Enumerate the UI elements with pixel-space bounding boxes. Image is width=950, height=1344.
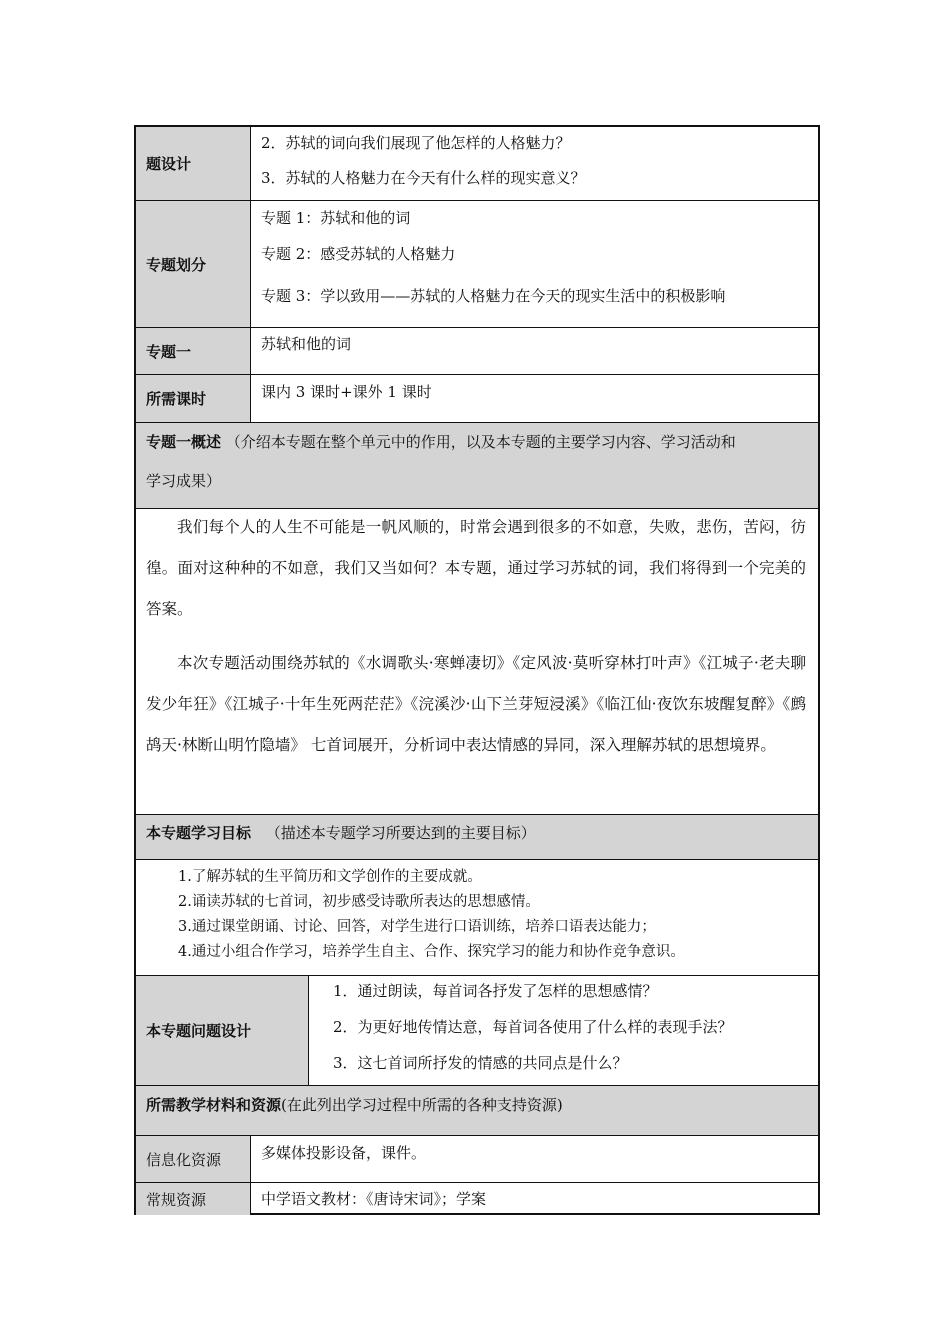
overview-paragraph-1: 我们每个人的人生不可能是一帆风顺的，时常会遇到很多的不如意，失败，悲伤，苦闷，彷徨。面对这种种的不如意，我们又当如何？本专题，通过学习苏轼的词，我们将得到一个完美的答案。 [146, 518, 806, 618]
row-overview-header [136, 423, 818, 509]
row-goals [136, 860, 818, 976]
overview-paragraph-2: 本次专题活动围绕苏轼的《水调歌头·寒蝉凄切》《定风波·莫听穿林打叶声》《江城子·老夫聊发少年狂》《江城子·十年生死两茫茫》《浣溪沙·山下兰芽短浸溪》《临江仙·夜饮东坡醒复醉》《鹧鸪天·林断山明竹隐墙》 七首词展开，分析词中表达情感的异同，深入理解苏轼的思想境界。 [146, 654, 806, 754]
value-info-resources [251, 1136, 818, 1182]
goals-list [136, 860, 818, 975]
goal-item: 2.诵读苏轼的七首词，初步感受诗歌所表达的思想感情。 [178, 894, 540, 910]
value-questions [309, 976, 818, 1085]
goal-item: 3.通过课堂朗诵、讨论、回答，对学生进行口语训练，培养口语表达能力； [178, 919, 656, 935]
hours-text: 课内 3 课时+课外 1 课时 [261, 383, 432, 401]
goals-desc: （描述本专题学习所要达到的主要目标） [265, 824, 536, 842]
question-item: 2．为更好地传情达意，每首词各使用了什么样的表现手法？ [333, 1018, 733, 1036]
overview-title: 专题一概述 [146, 433, 222, 451]
regular-resources-text: 中学语文教材：《唐诗宋词》；学案 [261, 1190, 487, 1208]
topic-one-text: 苏轼和他的词 [261, 335, 352, 353]
value-topic-one [251, 328, 818, 374]
resources-header [136, 1086, 818, 1135]
row-goals-header [136, 815, 818, 860]
goals-title: 本专题学习目标 [146, 824, 252, 842]
row-question-design [136, 976, 818, 1086]
resources-title: 所需教学材料和资源 [146, 1096, 282, 1114]
goal-item: 1.了解苏轼的生平简历和文学创作的主要成就。 [178, 869, 482, 885]
value-regular-resources [251, 1183, 818, 1215]
row-info-resources [136, 1136, 818, 1183]
label-question-design: 题设计 [136, 127, 251, 200]
label-regular-resources: 常规资源 [136, 1183, 251, 1215]
label-question-design-main: 本专题问题设计 [136, 976, 309, 1085]
question-item: 3．这七首词所抒发的情感的共同点是什么？ [333, 1054, 628, 1072]
question-line: 3．苏轼的人格魅力在今天有什么样的现实意义？ [261, 169, 586, 187]
question-line: 2．苏轼的词向我们展现了他怎样的人格魅力？ [261, 134, 571, 152]
overview-desc: （介绍本专题在整个单元中的作用，以及本专题的主要学习内容、学习活动和 [225, 433, 736, 451]
topic-line: 专题 3：学以致用——苏轼的人格魅力在今天的现实生活中的积极影响 [261, 287, 726, 305]
topic-line: 专题 2：感受苏轼的人格魅力 [261, 245, 456, 263]
overview-body [136, 509, 818, 814]
label-hours: 所需课时 [136, 375, 251, 422]
row-resources-header [136, 1086, 818, 1136]
value-topic-division [251, 201, 818, 327]
info-resources-text: 多媒体投影设备，课件。 [261, 1144, 427, 1162]
label-info-resources: 信息化资源 [136, 1136, 251, 1182]
label-topic-one: 专题一 [136, 328, 251, 374]
row-topic-one [136, 328, 818, 375]
overview-header [136, 423, 818, 508]
row-topic-division [136, 201, 818, 328]
goal-item: 4.通过小组合作学习，培养学生自主、合作、探究学习的能力和协作竞争意识。 [178, 944, 685, 960]
label-topic-division: 专题划分 [136, 201, 251, 327]
goals-header [136, 815, 818, 859]
resources-desc: (在此列出学习过程中所需的各种支持资源) [281, 1096, 563, 1114]
topic-line: 专题 1：苏轼和他的词 [261, 209, 411, 227]
row-regular-resources [136, 1183, 818, 1215]
question-item: 1．通过朗读，每首词各抒发了怎样的思想感情？ [333, 982, 658, 1000]
row-question-design-top [136, 127, 818, 201]
row-overview-body [136, 509, 818, 815]
lesson-plan-table [134, 125, 820, 1215]
value-question-design [251, 127, 818, 200]
overview-desc-cont: 学习成果） [146, 472, 222, 490]
row-hours [136, 375, 818, 423]
value-hours [251, 375, 818, 422]
